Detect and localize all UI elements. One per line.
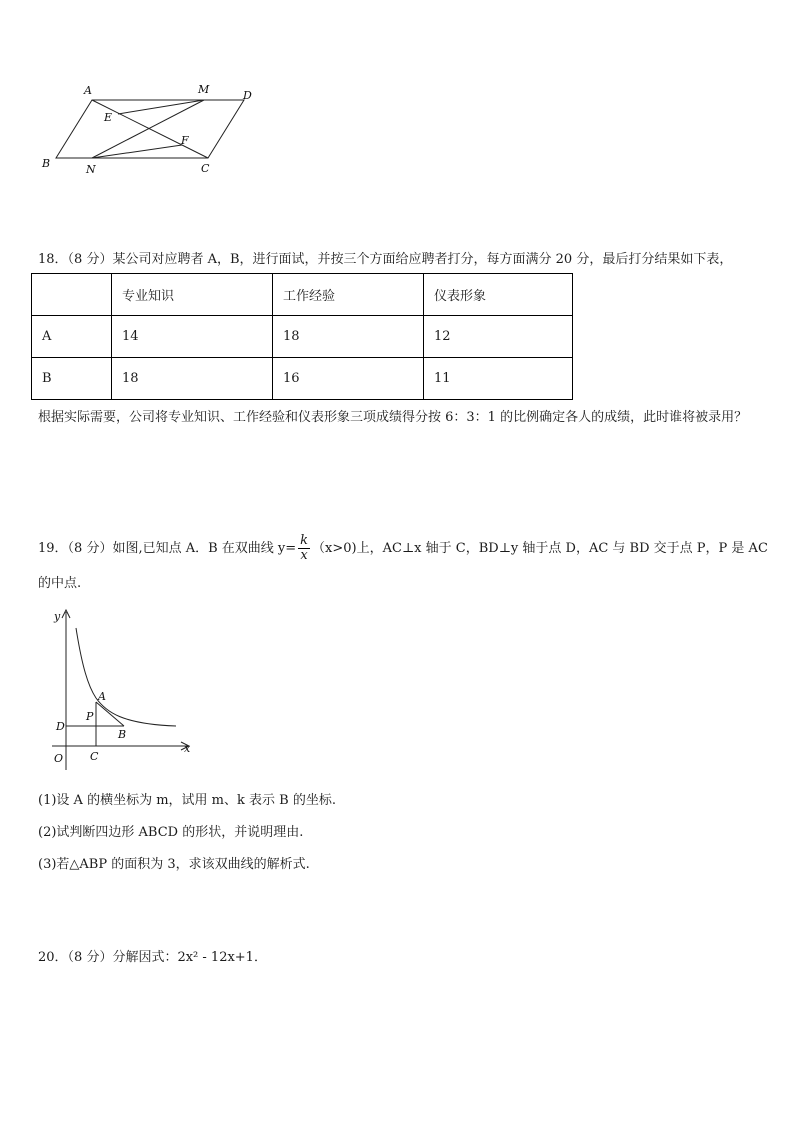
label-c: C	[90, 750, 99, 763]
q18-followup: 根据实际需要，公司将专业知识、工作经验和仪表形象三项成绩得分按 6：3：1 的比例确定各人的成绩，此时谁将被录用？	[38, 410, 748, 425]
table-row	[32, 316, 573, 358]
q18-stem: 18．（8 分）某公司对应聘者 A，B，进行面试，并按三个方面给应聘者打分，每方面满分 20 分，最后打分结果如下表，	[38, 252, 733, 267]
q19-part-1: (1)设 A 的横坐标为 m，试用 m、k 表示 B 的坐标.	[38, 793, 336, 808]
table-header-cell	[32, 274, 112, 316]
table-cell: 11	[424, 358, 573, 400]
label-b: B	[118, 728, 127, 741]
table-cell: 18	[112, 358, 273, 400]
q19-stem-line2: 的中点.	[38, 576, 82, 591]
fraction-denominator: x	[300, 548, 308, 563]
table-cell: 16	[273, 358, 424, 400]
table-header-row	[32, 274, 573, 316]
table-cell: 12	[424, 316, 573, 358]
line-ab	[96, 702, 124, 726]
label-o: O	[54, 752, 64, 765]
label-a: A	[98, 690, 106, 703]
q19-part-2: (2)试判断四边形 ABCD 的形状，并说明理由.	[38, 825, 304, 840]
label-c: C	[201, 162, 210, 175]
label-b: B	[42, 157, 51, 170]
fraction-numerator: k	[300, 533, 309, 548]
q20-stem: 20．（8 分）分解因式：2x² - 12x+1．	[38, 950, 267, 965]
score-table	[31, 273, 573, 400]
table-cell: A	[32, 316, 112, 358]
table-header-cell: 仪表形象	[424, 274, 573, 316]
label-d: D	[56, 720, 65, 733]
table-cell: 18	[273, 316, 424, 358]
label-y: y	[54, 610, 61, 623]
q19-stem-before: 19．（8 分）如图,已知点 A．B 在双曲线 y=	[38, 541, 297, 556]
label-d: D	[243, 89, 252, 102]
label-x: x	[184, 742, 191, 755]
table-row	[32, 358, 573, 400]
label-m: M	[198, 83, 210, 96]
table-cell: 14	[112, 316, 273, 358]
fraction-k-over-x	[298, 534, 310, 563]
table-header-cell: 工作经验	[273, 274, 424, 316]
parallelogram-figure	[36, 80, 266, 180]
table-header-cell: 专业知识	[112, 274, 273, 316]
q19-stem	[38, 534, 768, 563]
label-f: F	[181, 134, 189, 147]
label-p: P	[86, 710, 94, 723]
label-e: E	[104, 111, 113, 124]
hyperbola-figure	[44, 606, 204, 776]
table-cell: B	[32, 358, 112, 400]
label-a: A	[84, 84, 92, 97]
label-n: N	[86, 163, 96, 176]
q19-part-3: (3)若△ABP 的面积为 3，求该双曲线的解析式.	[38, 857, 310, 872]
q19-stem-after: （x>0)上，AC⊥x 轴于 C，BD⊥y 轴于点 D，AC 与 BD 交于点 P，P 是 AC	[312, 541, 768, 556]
